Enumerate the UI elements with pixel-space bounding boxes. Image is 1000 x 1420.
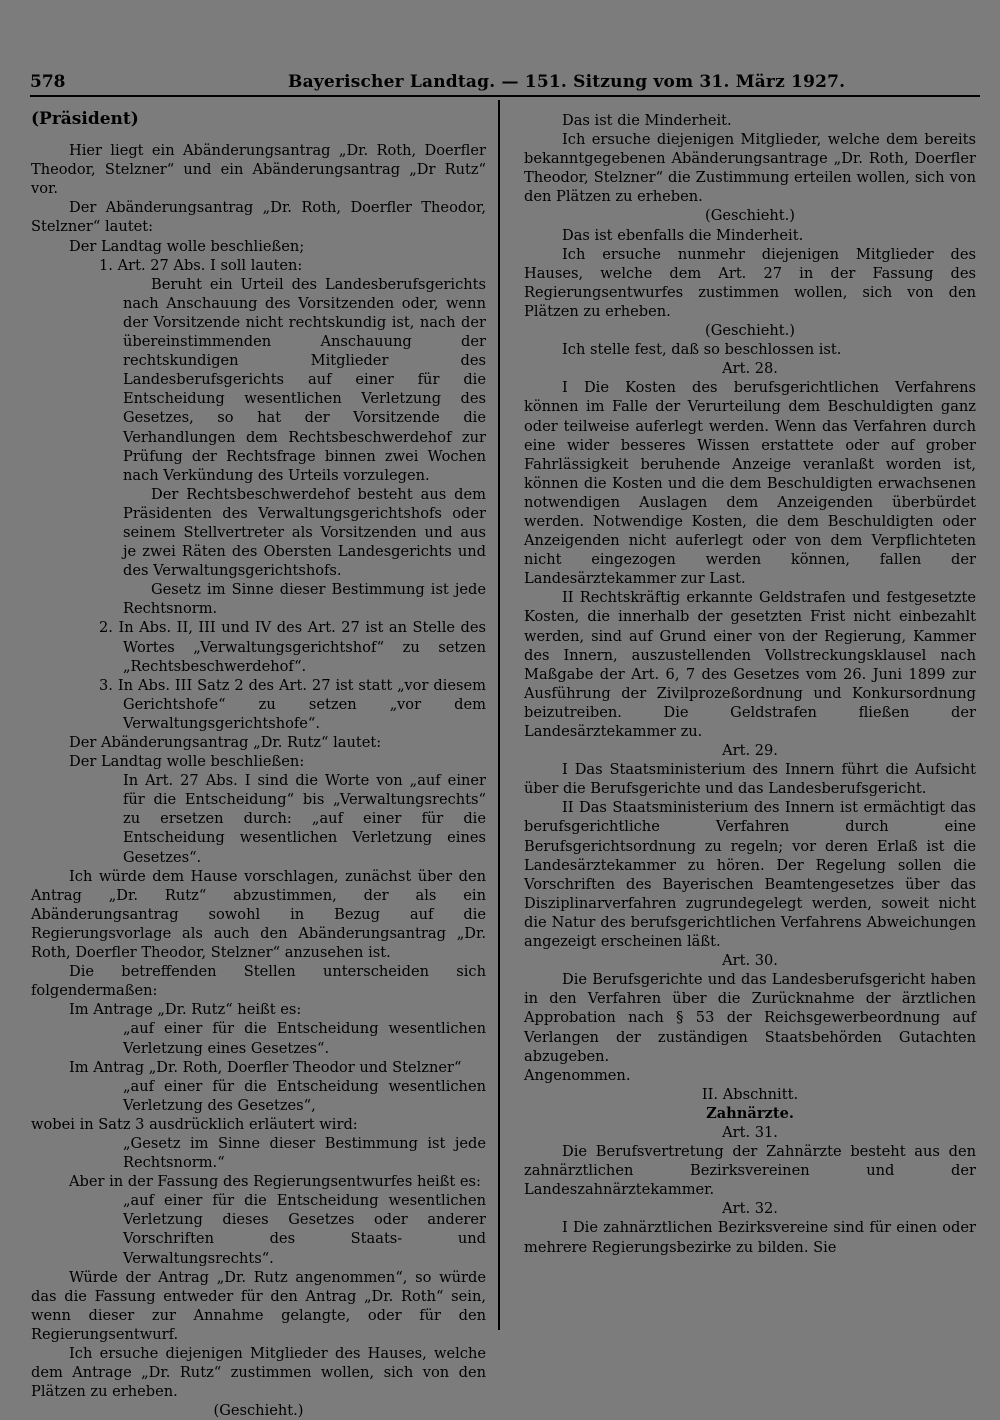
right-paragraph: Ich stelle fest, daß so beschlossen ist. <box>562 341 842 359</box>
left-paragraph: „auf einer für die Entscheidung wesentlichen Verletzung des Gesetzes“, <box>123 1077 486 1114</box>
left-paragraph: 1. Art. 27 Abs. I soll lauten: <box>99 256 303 274</box>
right-paragraph: I Das Staatsministerium des Innern führt die Aufsicht über die Berufsgerichte und das Landesberufsgericht. <box>524 761 976 798</box>
right-paragraph: Art. 28. <box>722 360 778 378</box>
left-paragraph: Der Abänderungsantrag „Dr. Roth, Doerfler Theodor, Stelzner“ lautet: <box>31 199 486 236</box>
left-paragraph: Im Antrage „Dr. Rutz“ heißt es: <box>69 1001 302 1019</box>
left-column <box>31 110 486 1420</box>
left-paragraph: (Geschieht.) <box>213 1402 304 1420</box>
left-paragraph: Der Abänderungsantrag „Dr. Rutz“ lautet: <box>69 734 382 751</box>
right-column <box>524 111 976 1257</box>
left-paragraph: Die betreffenden Stellen unterscheiden sich folgendermaßen: <box>31 963 486 1000</box>
right-paragraph: Das ist die Minderheit. <box>562 112 732 129</box>
right-paragraph: II Das Staatsministerium des Innern ist ermächtigt das berufsgerichtliche Verfahren durch eine Berufsgerichtsordnung zu regeln; vor deren Erlaß ist die Landesärztekammer zu hören. Der Regelung sollen die Vorschriften des Bayerischen Beamtengesetzes über das Disziplinarverfahren zugrundegelegt werden, soweit nicht die Natur des berufsgerichtlichen Verfahrens Abweichungen angezeigt erscheinen läßt. <box>524 799 976 951</box>
page-header <box>30 68 980 98</box>
right-paragraph: II Rechtskräftig erkannte Geldstrafen und festgesetzte Kosten, die innerhalb der gesetzten Frist nicht einbezahlt werden, sind auf Grund einer von der Regierung, Kammer des Innern, auszustellenden Vollstreckungsklausel nach Maßgabe der Art. 6, 7 des Gesetzes vom 26. Juni 1899 zur Ausführung der Zivilprozeßordnung und Konkursordnung beizutreiben. Die Geldstrafen fließen der Landesärztekammer zu. <box>524 589 976 740</box>
left-paragraph: Der Rechtsbeschwerdehof besteht aus dem Präsidenten des Verwaltungsgerichtshofs oder seinem Stellvertreter als Vorsitzenden und aus je zwei Räten des Obersten Landesgerichts und des Verwaltungsgerichtshofs. <box>123 485 486 580</box>
right-paragraph: I Die zahnärztlichen Bezirksvereine sind für einen oder mehrere Regierungsbezirke zu bilden. Sie <box>524 1219 976 1256</box>
header-rule <box>30 95 980 97</box>
left-paragraph: wobei in Satz 3 ausdrücklich erläutert wird: <box>31 1115 358 1133</box>
left-paragraph: „Gesetz im Sinne dieser Bestimmung ist jede Rechtsnorm.“ <box>123 1134 486 1172</box>
page-number: 578 <box>30 72 66 92</box>
left-paragraph: Gesetz im Sinne dieser Bestimmung ist jede Rechtsnorm. <box>123 581 486 618</box>
right-paragraph: (Geschieht.) <box>705 207 795 225</box>
right-paragraph: Art. 30. <box>722 952 778 970</box>
right-paragraph: (Geschieht.) <box>705 322 795 340</box>
right-paragraph: Die Berufsvertretung der Zahnärzte besteht aus den zahnärztlichen Bezirksvereinen und der Landeszahnärztekammer. <box>524 1143 976 1199</box>
left-paragraph: „auf einer für die Entscheidung wesentlichen Verletzung dieses Gesetzes oder anderer Vorschriften des Staats- und Verwaltungsrechts“. <box>123 1192 486 1267</box>
right-paragraph: Die Berufsgerichte und das Landesberufsgericht haben in den Verfahren über die Zurücknahme der ärztlichen Approbation nach § 53 der Reichsgewerbeordnung auf Verlangen der zuständigen Staatsbehörden Gutachten abzugeben. <box>524 971 976 1065</box>
left-paragraph: Ich würde dem Hause vorschlagen, zunächst über den Antrag „Dr. Rutz“ abzustimmen, der als ein Abänderungsantrag sowohl in Bezug auf die Regierungsvorlage als auch den Abänderungsantrag „Dr. Roth, Doerfler Theodor, Stelzner“ anzusehen ist. <box>31 867 486 962</box>
left-paragraph: Ich ersuche diejenigen Mitglieder des Hauses, welche dem Antrage „Dr. Rutz“ zustimmen wollen, sich von den Plätzen zu erheben. <box>31 1345 486 1401</box>
right-paragraph: Angenommen. <box>524 1066 631 1084</box>
left-paragraph: Der Landtag wolle beschließen; <box>69 237 305 255</box>
right-paragraph: Ich ersuche diejenigen Mitglieder, welche dem bereits bekanntgegebenen Abänderungsantrage „Dr. Roth, Doerfler Theodor, Stelzner“ die Zustimmung erteilen wollen, sich von den Plätzen zu erheben. <box>524 131 976 206</box>
left-paragraph: Hier liegt ein Abänderungsantrag „Dr. Roth, Doerfler Theodor, Stelzner“ und ein Abänderungsantrag „Dr Rutz“ vor. <box>31 142 486 198</box>
left-paragraph: (Präsident) <box>31 109 139 129</box>
left-paragraph: Beruht ein Urteil des Landesberufsgerichts nach Anschauung des Vorsitzenden oder, wenn der Vorsitzende nicht rechtskundig ist, nach der übereinstimmenden Anschauung der rechtskundigen Mitglieder des Landesberufsgerichts auf einer für die Entscheidung wesentlichen Verletzung des Gesetzes, so hat der Vorsitzende die Verhandlungen dem Rechtsbeschwerdehof zur Prüfung der Rechtsfrage binnen zwei Wochen nach Verkündung des Urteils vorzulegen. <box>123 275 486 484</box>
column-divider <box>498 100 500 1330</box>
running-title: Bayerischer Landtag. — 151. Sitzung vom 31. März 1927. <box>288 72 846 92</box>
left-paragraph: 3. In Abs. III Satz 2 des Art. 27 ist statt „vor diesem Gerichtshofe“ zu setzen „vor dem Verwaltungsgerichtshofe“. <box>99 676 486 732</box>
left-paragraph: Der Landtag wolle beschließen: <box>69 753 305 771</box>
right-paragraph: I Die Kosten des berufsgerichtlichen Verfahrens können im Falle der Verurteilung dem Beschuldigten ganz oder teilweise auferlegt werden. Wenn das Verfahren durch eine wider besseres Wissen erstattete oder auf grober Fahrlässigkeit beruhende Anzeige veranlaßt worden ist, können die Kosten und die dem Beschuldigten erwachsenen notwendigen Auslagen dem Anzeigenden überbürdet werden. Notwendige Kosten, die dem Beschuldigten oder Anzeigenden nicht auferlegt oder von dem Verpflichteten nicht eingezogen werden können, fallen der Landesärztekammer zur Last. <box>524 379 976 588</box>
left-paragraph: Aber in der Fassung des Regierungsentwurfes heißt es: <box>69 1173 481 1191</box>
right-paragraph: Ich ersuche nunmehr diejenigen Mitglieder des Hauses, welche dem Art. 27 in der Fassung des Regierungsentwurfes zustimmen wollen, sich von den Plätzen zu erheben. <box>524 245 976 320</box>
left-paragraph: 2. In Abs. II, III und IV des Art. 27 ist an Stelle des Wortes „Verwaltungsgerichtshof“ zu setzen „Rechtsbeschwerdehof“. <box>99 619 486 675</box>
right-paragraph: Das ist ebenfalls die Minderheit. <box>562 226 804 244</box>
right-paragraph: Art. 31. <box>722 1123 778 1141</box>
left-paragraph: Im Antrag „Dr. Roth, Doerfler Theodor und Stelzner“ <box>69 1058 462 1076</box>
right-paragraph: II. Abschnitt. <box>701 1085 799 1103</box>
left-paragraph: „auf einer für die Entscheidung wesentlichen Verletzung eines Gesetzes“. <box>123 1020 486 1057</box>
right-paragraph: Art. 32. <box>722 1200 778 1218</box>
left-paragraph: Würde der Antrag „Dr. Rutz angenommen“, so würde das die Fassung entweder für den Antrag „Dr. Roth“ sein, wenn dieser zur Annahme gelangte, oder für den Regierungsentwurf. <box>31 1268 486 1343</box>
right-paragraph: Zahnärzte. <box>706 1104 794 1122</box>
left-paragraph: In Art. 27 Abs. I sind die Worte von „auf einer für die Entscheidung“ bis „Verwaltungsrechts“ zu ersetzen durch: „auf einer für die Entscheidung wesentlichen Verletzung eines Gesetzes“. <box>123 772 486 866</box>
right-paragraph: Art. 29. <box>722 742 778 760</box>
